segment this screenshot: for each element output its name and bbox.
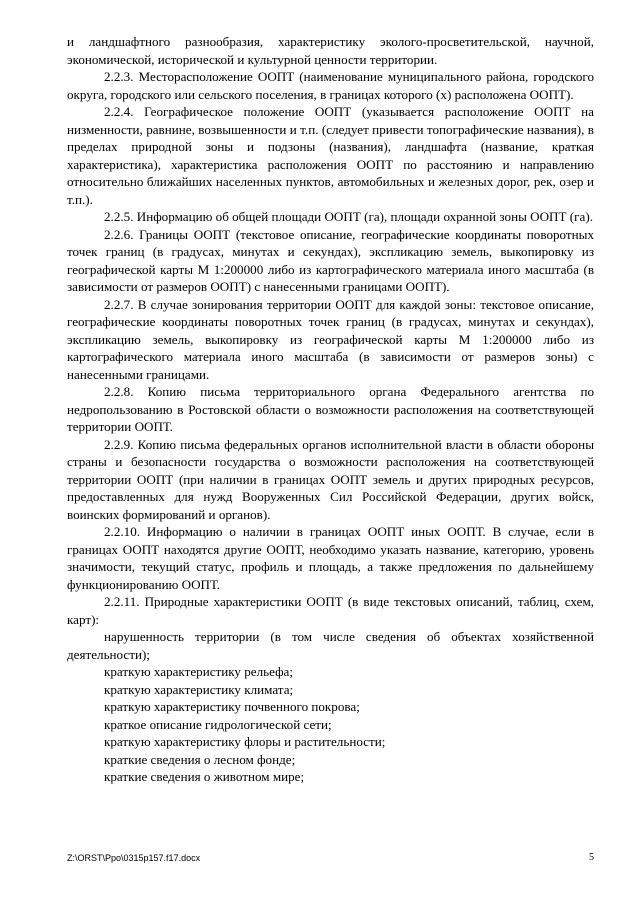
list-item: краткую характеристику климата; <box>104 681 294 697</box>
paragraph-2-2-4: 2.2.4. Географическое положение ООПТ (указывается расположение ООПТ на низменности, равнине, возвышенности и т.п. (следует привести топографические названия), в пределах природной зоны и подзоны (названия), ландшафта (название, краткая характеристика), характеристика расположения ООПТ по расстоянию и направлению относительно ближайших населенных пунктов, автомобильных и железных дорог, рек, озер и т.п.). <box>67 104 594 207</box>
list-item: краткую характеристику флоры и растительности; <box>104 734 386 749</box>
paragraph-2-2-8: 2.2.8. Копию письма территориального органа Федерального агентства по недропользованию в Ростовской области о возможности расположения на соответствующей территории ООПТ. <box>67 384 594 434</box>
paragraph-2-2-11: 2.2.11. Природные характеристики ООПТ (в виде текстовых описаний, таблиц, схем, карт): <box>67 594 594 627</box>
list-item: краткую характеристику рельефа; <box>104 664 294 679</box>
paragraph-2-2-7: 2.2.7. В случае зонирования территории ООПТ для каждой зоны: текстовое описание, географические координаты поворотных точек границ (в градусах, минутах и секундах), экспликацию земель, выкопировку из географической карты М 1:200000 либо из картографического материала иного масштаба (в зависимости от размеров зоны) с нанесенными границами. <box>67 296 594 382</box>
list-item: краткие сведения о лесном фонде; <box>104 751 296 767</box>
list-item: краткое описание гидрологической сети; <box>104 716 332 732</box>
paragraph-2-2-3: 2.2.3. Месторасположение ООПТ (наименование муниципального района, городского округа, городского или сельского поселения, в границах которого (х) расположена ООПТ). <box>67 69 594 102</box>
paragraph-2-2-10: 2.2.10. Информацию о наличии в границах ООПТ иных ООПТ. В случае, если в границах ООПТ находятся другие ООПТ, необходимо указать название, категорию, уровень значимости, текущий статус, профиль и площадь, а также предложения по дальнейшему функционированию ООПТ. <box>67 524 594 592</box>
paragraph-2-2-9: 2.2.9. Копию письма федеральных органов исполнительной власти в области обороны страны и безопасности государства о возможности расположения на соответствующей территории ООПТ (при наличии в границах ООПТ земель и других природных ресурсов, предоставленных для нужд Вооруженных Сил Российской Федерации, других войск, воинских формирований и органов). <box>67 436 594 522</box>
footer-file-path: Z:\ORST\Ppo\0315p157.f17.docx <box>67 853 201 863</box>
list-item: краткие сведения о животном мире; <box>104 769 305 784</box>
page-number: 5 <box>589 852 594 863</box>
list-item: нарушенность территории (в том числе сведения об объектах хозяйственной деятельности); <box>67 629 594 662</box>
list-item: краткую характеристику почвенного покрова; <box>104 699 360 714</box>
paragraph-2-2-6: 2.2.6. Границы ООПТ (текстовое описание, географические координаты поворотных точек границ (в градусах, минутах и секундах), экспликацию земель, выкопировку из географической карты М 1:200000 либо из картографического материала иного масштаба (в зависимости от размеров ООПТ) с нанесенными границами ООПТ). <box>67 226 594 294</box>
document-body <box>67 33 594 786</box>
paragraph-continuation: и ландшафтного разнообразия, характеристику эколого-просветительской, научной, экономической, исторической и культурной ценности территории. <box>67 34 594 67</box>
paragraph-2-2-5: 2.2.5. Информацию об общей площади ООПТ (га), площади охранной зоны ООПТ (га). <box>104 209 593 224</box>
